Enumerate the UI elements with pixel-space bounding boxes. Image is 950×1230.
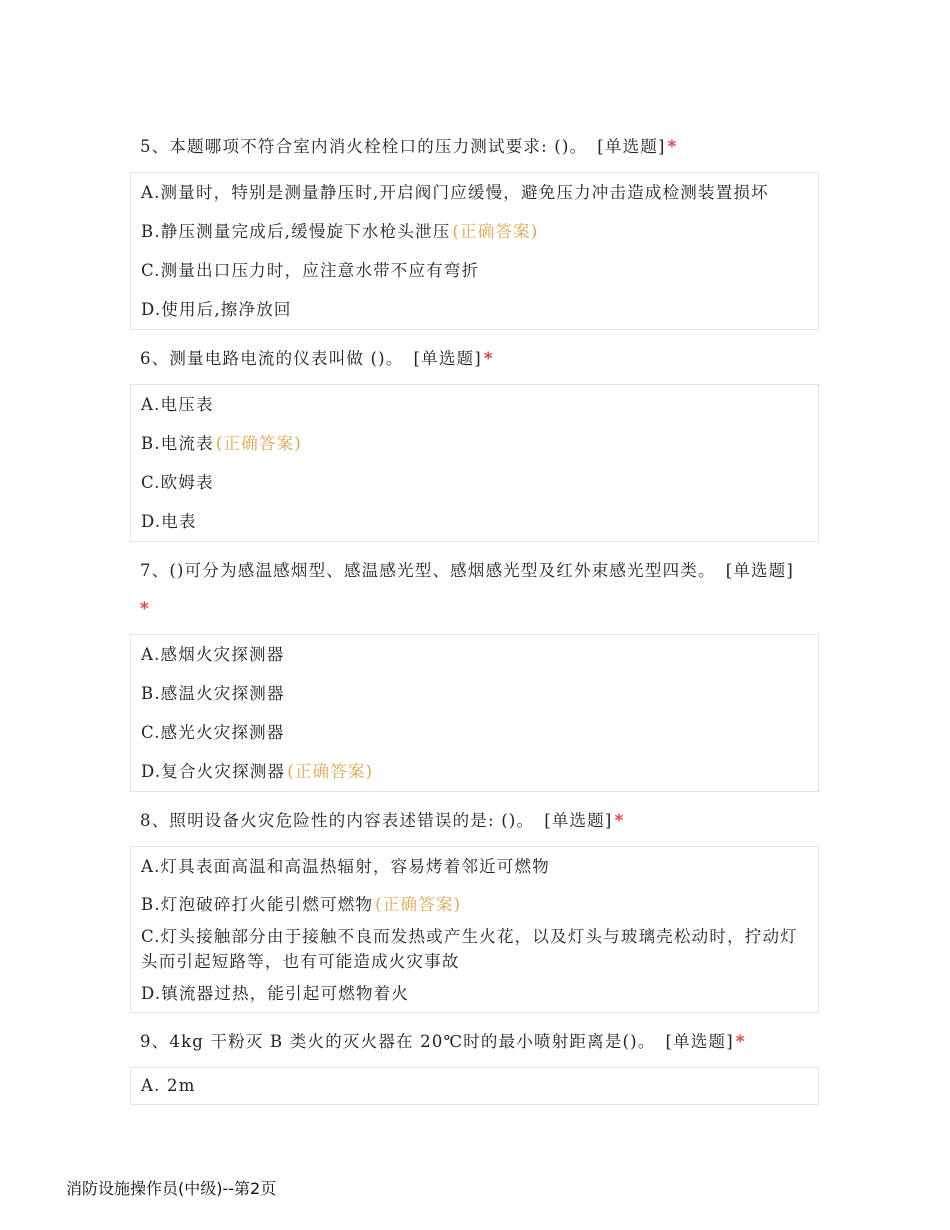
option-text: D.电表	[141, 512, 197, 531]
option-a[interactable]	[141, 1068, 808, 1104]
question-title	[130, 552, 819, 628]
question-title	[130, 1023, 819, 1061]
option-text: A.灯具表面高温和高温热辐射，容易烤着邻近可燃物	[141, 857, 550, 876]
required-mark: *	[614, 811, 625, 830]
question-text: 5、本题哪项不符合室内消火栓栓口的压力测试要求: ()。	[140, 137, 588, 156]
required-mark: *	[735, 1032, 746, 1051]
question-7	[130, 552, 819, 792]
option-c[interactable]	[141, 463, 808, 502]
required-mark: *	[483, 349, 494, 368]
option-text: B.感温火灾探测器	[141, 684, 285, 703]
option-text: C.感光火灾探测器	[141, 723, 285, 742]
option-d[interactable]	[141, 290, 808, 329]
question-text: 7、()可分为感温感烟型、感温感光型、感烟感光型及红外束感光型四类。	[140, 561, 716, 580]
option-text: C.灯头接触部分由于接触不良而发热或产生火花，以及灯头与玻璃壳松动时，拧动灯头而引起短路等，也有可能造成火灾事故	[141, 927, 798, 971]
option-a[interactable]	[141, 847, 808, 886]
question-type-tag: [单选题]	[725, 561, 795, 580]
option-c[interactable]	[141, 924, 808, 976]
question-type-tag: [单选题]	[597, 137, 666, 156]
correct-answer-tag: (正确答案)	[287, 762, 374, 781]
option-list	[130, 172, 819, 330]
question-5	[130, 128, 819, 330]
required-mark: *	[140, 599, 150, 618]
option-text: A.感烟火灾探测器	[141, 645, 285, 664]
question-8	[130, 802, 819, 1013]
option-b[interactable]	[141, 886, 808, 924]
question-6	[130, 340, 819, 542]
option-text: D.镇流器过热，能引起可燃物着火	[141, 984, 410, 1003]
option-text: B.静压测量完成后,缓慢旋下水枪头泄压	[141, 222, 451, 241]
option-a[interactable]	[141, 635, 808, 674]
option-list	[130, 846, 819, 1013]
correct-answer-tag: (正确答案)	[452, 222, 539, 241]
option-d[interactable]	[141, 752, 808, 791]
option-text: A.电压表	[141, 395, 214, 414]
option-text: C.测量出口压力时，应注意水带不应有弯折	[141, 261, 480, 280]
question-9	[130, 1023, 819, 1105]
required-mark: *	[667, 137, 678, 156]
option-b[interactable]	[141, 674, 808, 713]
option-a[interactable]	[141, 385, 808, 424]
question-type-tag: [单选题]	[544, 811, 613, 830]
option-b[interactable]	[141, 424, 808, 463]
option-c[interactable]	[141, 251, 808, 290]
page-footer: 消防设施操作员(中级)--第2页	[66, 1179, 277, 1198]
option-text: A. 2m	[141, 1076, 196, 1095]
question-text: 9、4kg 干粉灭 B 类火的灭火器在 20℃时的最小喷射距离是()。	[140, 1032, 656, 1051]
option-text: B.电流表	[141, 434, 214, 453]
option-text: A.测量时，特别是测量静压时,开启阀门应缓慢，避免压力冲击造成检测装置损坏	[141, 183, 769, 202]
correct-answer-tag: (正确答案)	[215, 434, 302, 453]
option-text: D.复合火灾探测器	[141, 762, 286, 781]
option-list	[130, 384, 819, 542]
question-text: 8、照明设备火灾危险性的内容表述错误的是: ()。	[140, 811, 535, 830]
option-text: B.灯泡破碎打火能引燃可燃物	[141, 895, 374, 914]
option-text: C.欧姆表	[141, 473, 214, 492]
question-title	[130, 802, 819, 840]
option-c[interactable]	[141, 713, 808, 752]
option-b[interactable]	[141, 212, 808, 251]
question-type-tag: [单选题]	[413, 349, 482, 368]
option-text: D.使用后,擦净放回	[141, 300, 292, 319]
option-list	[130, 1067, 819, 1105]
question-text: 6、测量电路电流的仪表叫做 ()。	[140, 349, 404, 368]
option-d[interactable]	[141, 976, 808, 1012]
question-list	[130, 128, 819, 1115]
correct-answer-tag: (正确答案)	[375, 895, 462, 914]
option-list	[130, 634, 819, 792]
option-d[interactable]	[141, 502, 808, 541]
option-a[interactable]	[141, 173, 808, 212]
question-title	[130, 340, 819, 378]
question-type-tag: [单选题]	[665, 1032, 734, 1051]
question-title	[130, 128, 819, 166]
